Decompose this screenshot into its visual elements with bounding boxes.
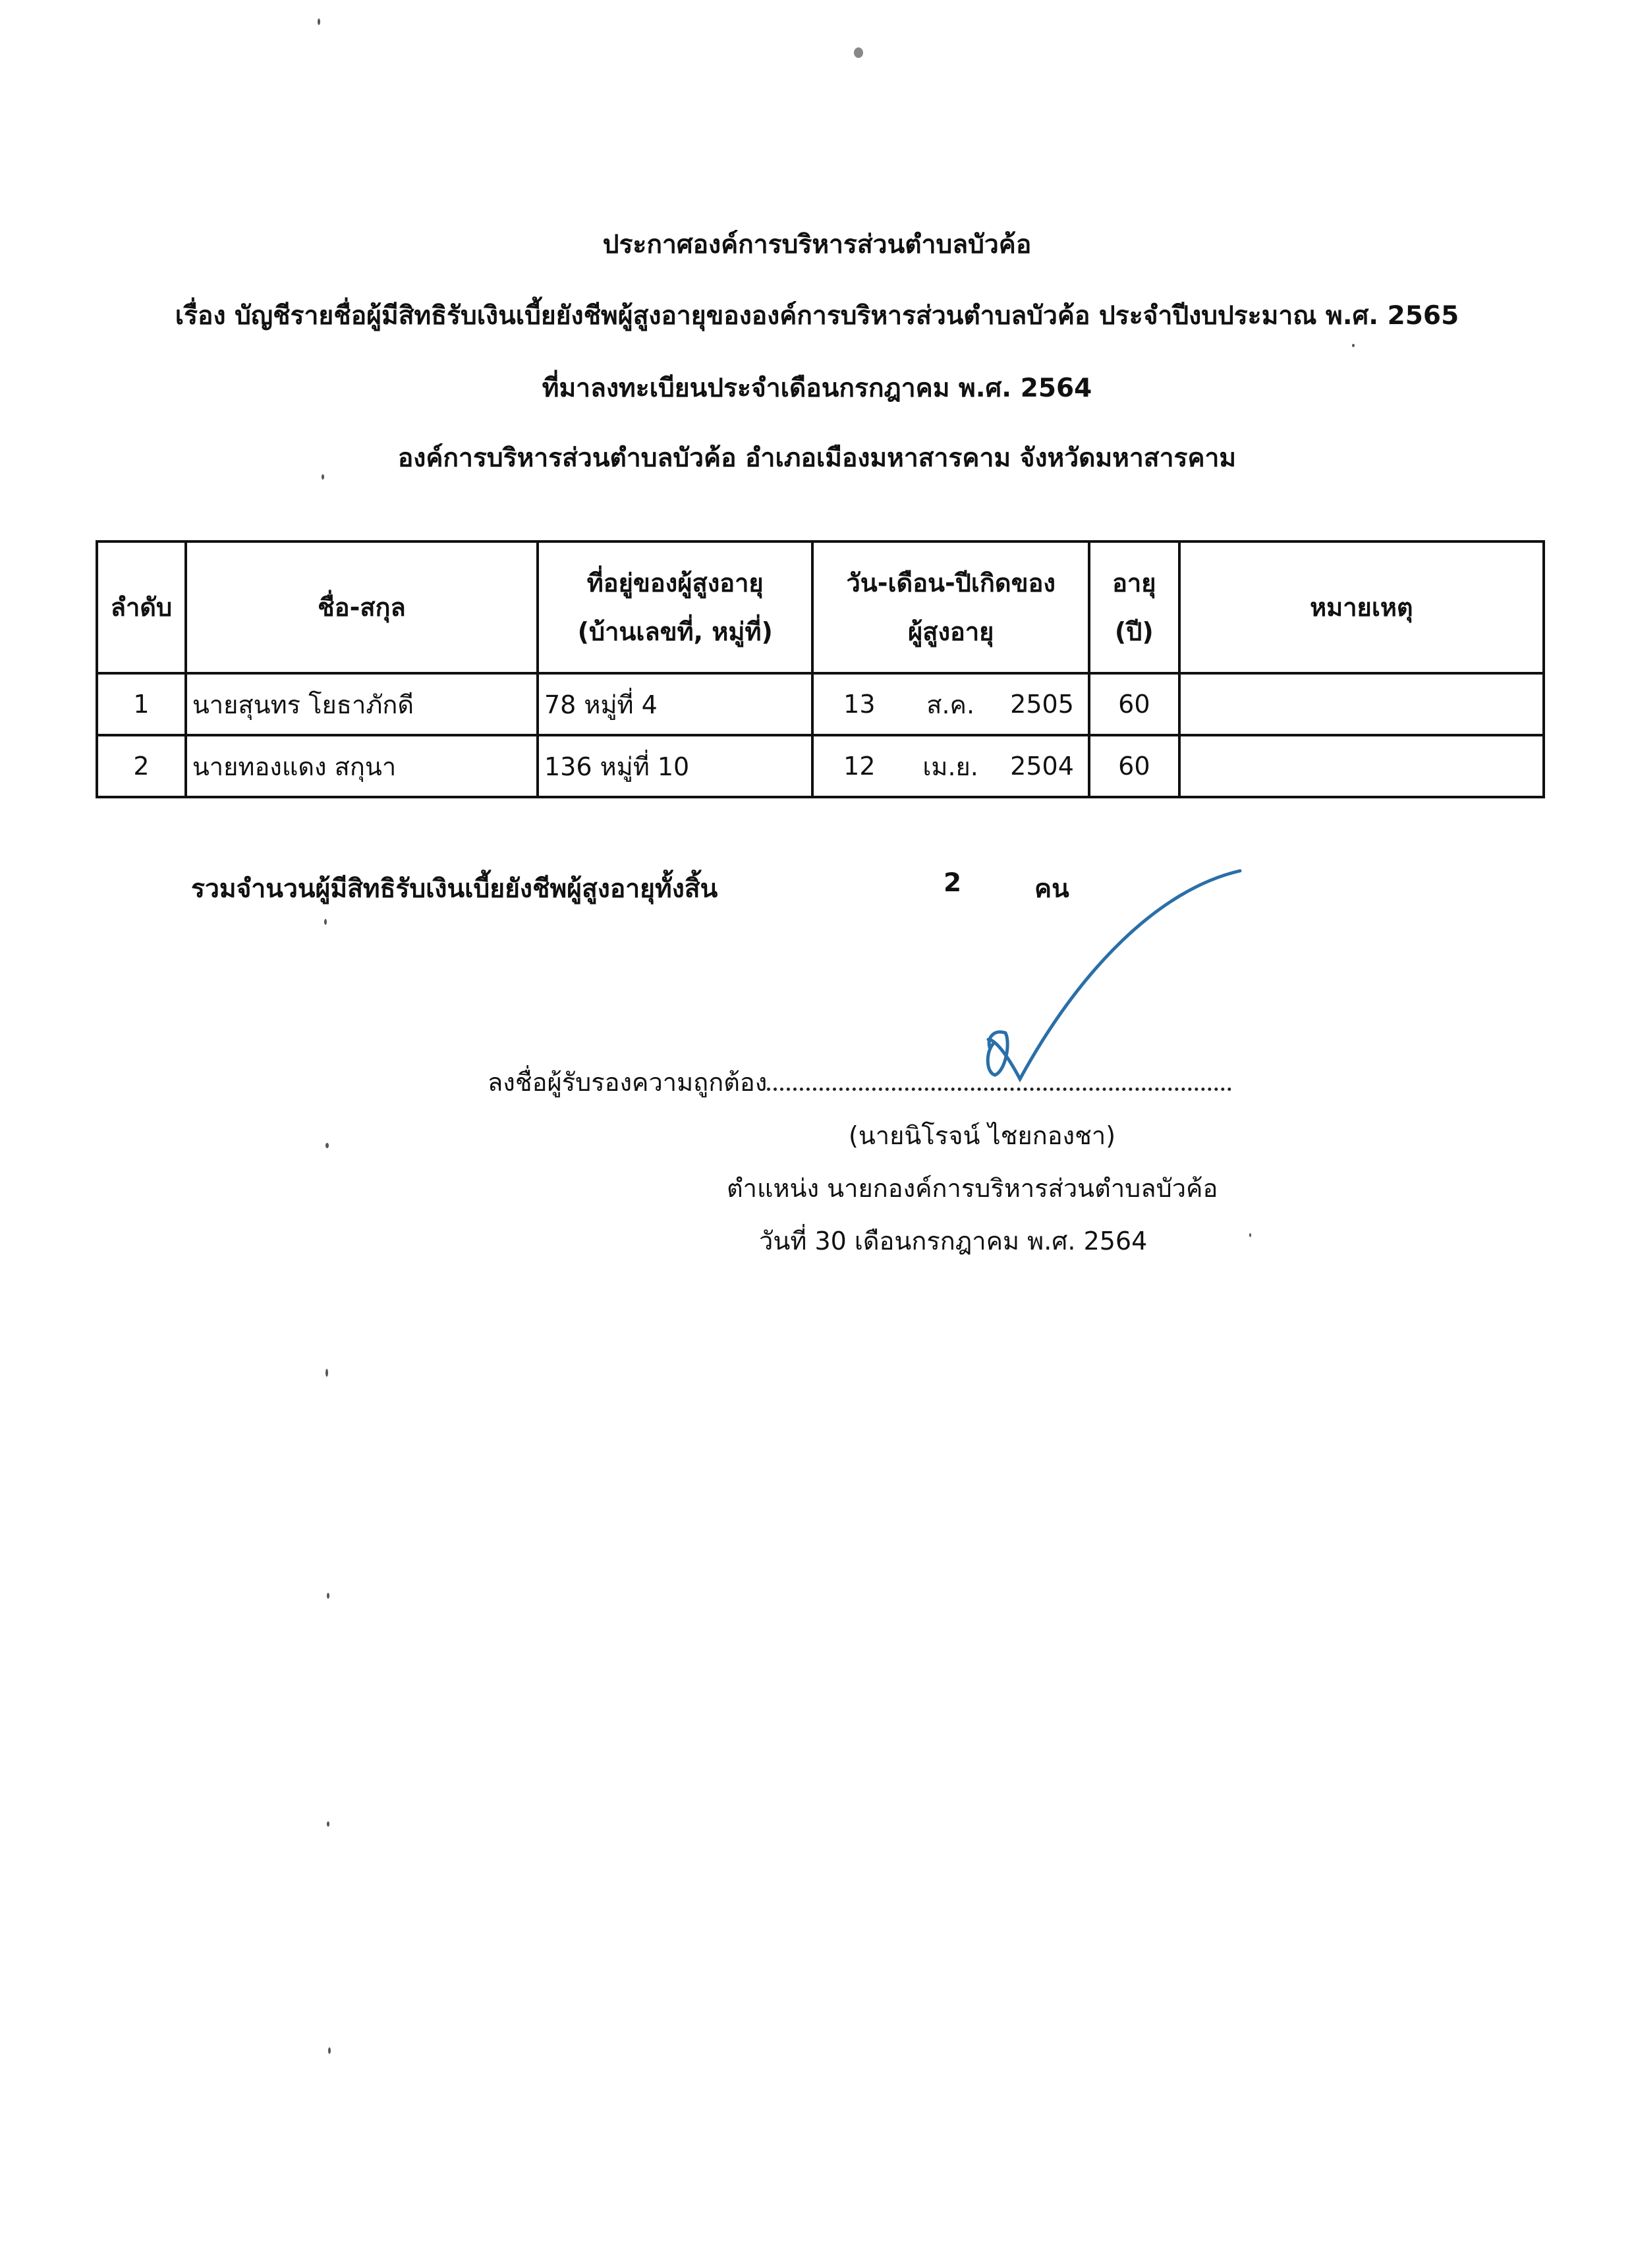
cell-age: 60 <box>1089 735 1179 797</box>
cell-birth-month: เม.ย. <box>905 735 996 797</box>
scan-speck <box>324 919 327 925</box>
scan-speck <box>318 18 320 25</box>
scan-speck <box>322 474 324 480</box>
scan-speck <box>327 1821 329 1827</box>
cell-birth-month: ส.ค. <box>905 673 996 735</box>
scan-speck <box>325 1143 329 1148</box>
scan-speck <box>1249 1233 1251 1237</box>
cell-no: 2 <box>97 735 186 797</box>
signature-dotted-line <box>767 1065 1231 1091</box>
header-name: ชื่อ-สกุล <box>186 541 538 673</box>
cell-age: 60 <box>1089 673 1179 735</box>
cell-birth-day: 12 <box>812 735 905 797</box>
total-label: รวมจำนวนผู้มีสิทธิรับเงินเบี้ยยังชีพผู้สูงอายุทั้งสิ้น <box>191 874 718 904</box>
organization-line: องค์การบริหารส่วนตำบลบัวค้อ อำเภอเมืองมหาสารคาม จังหวัดมหาสารคาม <box>397 443 1237 473</box>
scan-speck <box>854 47 863 58</box>
header-no: ลำดับ <box>97 541 186 673</box>
header-address-line2: (บ้านเลขที่, หมู่ที่) <box>577 617 773 646</box>
registration-period: ที่มาลงทะเบียนประจำเดือนกรกฎาคม พ.ศ. 2564 <box>542 373 1092 403</box>
announcement-subject: เรื่อง บัญชีรายชื่อผู้มีสิทธิรับเงินเบี้ยยังชีพผู้สูงอายุขององค์การบริหารส่วนตำบลบัวค้อ ประจำปีงบประมาณ พ.ศ. 2565 <box>175 301 1459 331</box>
scan-speck <box>327 1593 329 1599</box>
scan-speck <box>325 1369 328 1377</box>
scan-speck <box>328 2047 331 2054</box>
signer-position: ตำแหน่ง นายกองค์การบริหารส่วนตำบลบัวค้อ <box>727 1174 1218 1203</box>
certify-label: ลงชื่อผู้รับรองความถูกต้อง <box>488 1068 768 1097</box>
cell-address: 136 หมู่ที่ 10 <box>538 735 812 797</box>
cell-name: นายสุนทร โยธาภักดี <box>186 673 538 735</box>
header-dob-line2: ผู้สูงอายุ <box>907 617 994 646</box>
scan-speck <box>1352 344 1355 347</box>
cell-birth-day: 13 <box>812 673 905 735</box>
header-address-line1: ที่อยู่ของผู้สูงอายุ <box>586 568 764 597</box>
total-unit: คน <box>1034 874 1069 904</box>
header-dob-line1: วัน-เดือน-ปีเกิดของ <box>846 568 1056 597</box>
cell-address: 78 หมู่ที่ 4 <box>538 673 812 735</box>
cell-no: 1 <box>97 673 186 735</box>
header-remark: หมายเหตุ <box>1179 541 1544 673</box>
signer-name: (นายนิโรจน์ ไชยกองชา) <box>849 1121 1116 1150</box>
header-age-line1: อายุ <box>1112 568 1156 597</box>
announcement-title: ประกาศองค์การบริหารส่วนตำบลบัวค้อ <box>602 230 1032 260</box>
certify-line <box>488 1062 1231 1102</box>
cell-birth-year: 2505 <box>996 673 1089 735</box>
cell-birth-year: 2504 <box>996 735 1089 797</box>
cell-name: นายทองแดง สกุนา <box>186 735 538 797</box>
signature-date: วันที่ 30 เดือนกรกฎาคม พ.ศ. 2564 <box>759 1227 1148 1256</box>
header-age-line2: (ปี) <box>1114 617 1154 646</box>
total-count: 2 <box>944 868 962 898</box>
